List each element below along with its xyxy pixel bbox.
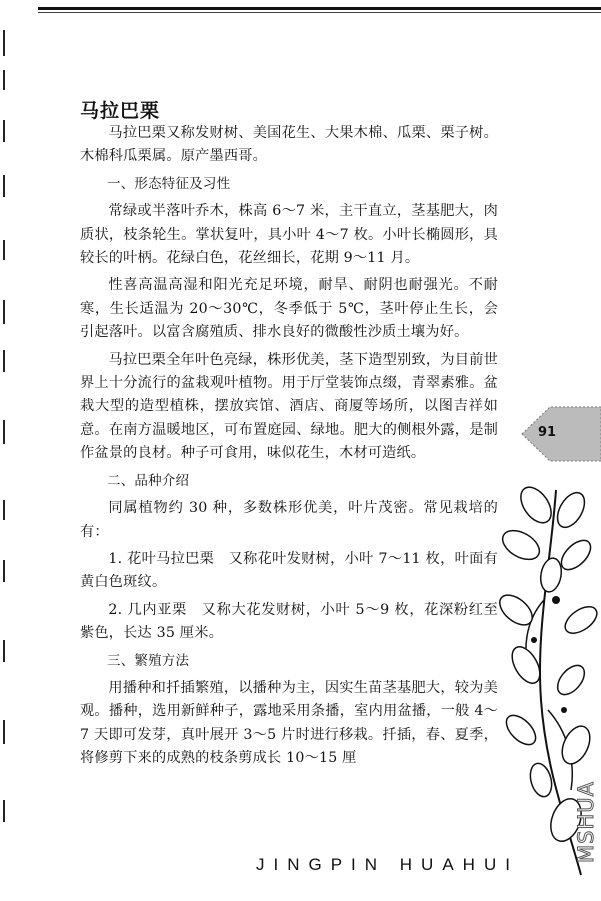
top-rule <box>38 7 601 10</box>
body-text <box>80 122 498 775</box>
variety-item-2: 2. 几内亚栗 又称大花发财树，小叶 5～9 枚，花深粉红至紫色，长达 35 厘米。 <box>80 601 498 642</box>
margin-mark <box>3 720 5 744</box>
margin-mark <box>3 560 5 582</box>
section-heading-propagation: 三、繁殖方法 <box>107 652 190 669</box>
paragraph-habit: 性喜高温高湿和阳光充足环境，耐旱、耐阴也耐强光。不耐寒，生长适温为 20～30℃，冬季低于 5℃，茎叶停止生长，会引起落叶。以富含腐殖质、排水良好的微酸性沙质土壤为好。 <box>80 277 498 341</box>
paragraph-morphology: 常绿或半落叶乔木，株高 6～7 米，主干直立，茎基肥大，肉质状，枝条轮生。掌状复叶，具小叶 4～7 枚。小叶长椭圆形，具较长的叶柄。花绿白色，花丝细长，花期 9～11 月。 <box>80 203 498 267</box>
page-title: 马拉巴栗 <box>80 100 161 122</box>
margin-mark <box>3 175 5 197</box>
watermark-text: MSHUA <box>574 781 598 863</box>
margin-mark <box>3 350 5 372</box>
margin-mark <box>3 420 5 444</box>
margin-mark <box>3 120 5 142</box>
margin-mark <box>3 640 5 662</box>
variety-item-1: 1. 花叶马拉巴栗 又称花叶发财树，小叶 7～11 枚，叶面有黄白色斑纹。 <box>80 550 498 591</box>
margin-mark <box>3 70 5 90</box>
margin-mark <box>3 500 5 520</box>
section-heading-varieties: 二、品种介绍 <box>107 472 190 489</box>
top-rule-thin <box>38 12 601 13</box>
paragraph-varieties: 同属植物约 30 种，多数株形优美，叶片茂密。常见栽培的有： <box>80 500 498 540</box>
paragraph-intro: 马拉巴栗又称发财树、美国花生、大果木棉、瓜栗、栗子树。木棉科瓜栗属。原产墨西哥。 <box>80 125 498 165</box>
margin-mark <box>3 30 5 56</box>
page-number-badge-icon <box>520 405 601 463</box>
paragraph-propagation: 用播种和扦插繁殖，以播种为主，因实生苗茎基肥大，较为美观。播种，选用新鲜种子，露地采用条播，室内用盆播，一般 4～7 天即可发芽，真叶展开 3～5 片时进行移栽。扦插，春、夏季，将修剪下来的成熟的枝条剪成长 10～15 厘 <box>80 679 498 767</box>
margin-mark <box>3 800 5 822</box>
margin-mark <box>3 300 5 324</box>
section-heading-morphology: 一、形态特征及习性 <box>107 175 231 192</box>
paragraph-usage: 马拉巴栗全年叶色亮绿，株形优美，茎下造型别致，为目前世界上十分流行的盆栽观叶植物。用于厅堂装饰点缀，青翠素雅。盆栽大型的造型植株，摆放宾馆、酒店、商厦等场所，以图吉祥如意。在南方温暖地区，可布置庭园、绿地。肥大的侧根外露，是制作盆景的良材。种子可食用，味似花生，木材可造纸。 <box>80 351 498 462</box>
margin-mark <box>3 240 5 260</box>
page-number: 91 <box>538 425 557 440</box>
footer-running-title: JINGPIN HUAHUI <box>256 855 519 874</box>
